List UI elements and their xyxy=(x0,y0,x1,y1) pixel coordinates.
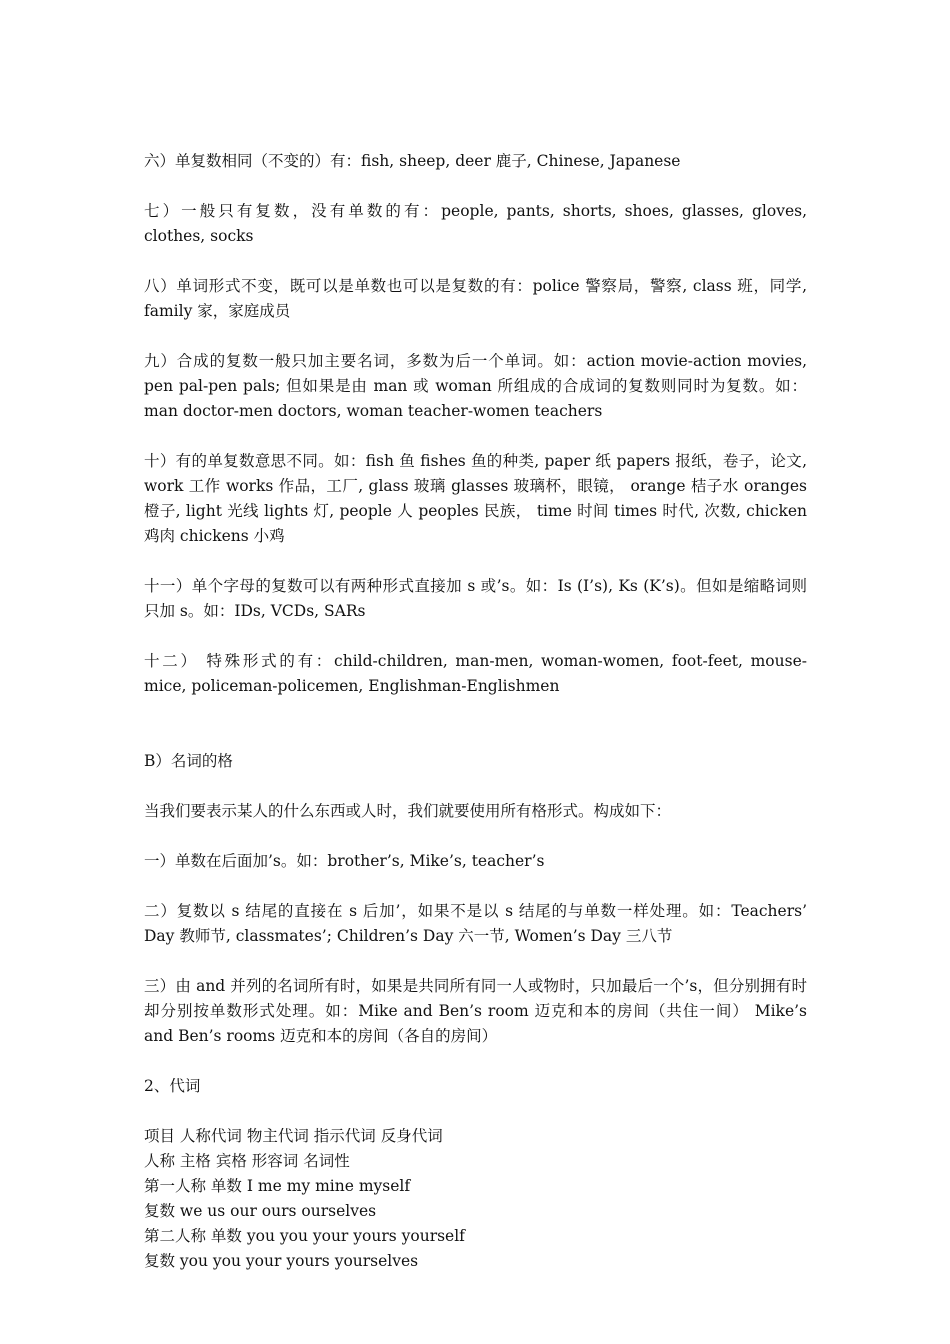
paragraph-rule-7: 七）一般只有复数，没有单数的有：people, pants, shorts, shoes, glasses, gloves, clothes, socks xyxy=(144,202,807,245)
pronoun-table-line: 复数 you you your yours yourselves xyxy=(144,1252,419,1270)
pronoun-table-line: 复数 we us our ours ourselves xyxy=(144,1202,377,1220)
paragraph-rule-11: 十一）单个字母的复数可以有两种形式直接加 s 或’s。如：Is (I’s), Ks (K’s)。但如是缩略词则只加 s。如：IDs, VCDs, SARs xyxy=(144,577,807,620)
paragraph-rule-10: 十）有的单复数意思不同。如：fish 鱼 fishes 鱼的种类, paper 纸 papers 报纸，卷子，论文, work 工作 works 作品，工厂, glass 玻璃 glasses 玻璃杯，眼镜， orange 桔子水 oranges 橙子, light 光线 lights 灯, people 人 peoples 民族， time 时间 times 时代, 次数, chicken 鸡肉 chickens 小鸡 xyxy=(144,452,807,545)
paragraph-rule-6: 六）单复数相同（不变的）有：fish, sheep, deer 鹿子, Chinese, Japanese xyxy=(144,152,681,170)
document-body xyxy=(144,149,807,1274)
section-heading-pronoun: 2、代词 xyxy=(144,1077,201,1095)
paragraph-rule-12: 十二） 特殊形式的有：child-children, man-men, woman-women, foot-feet, mouse-mice, policeman-policemen, Englishman-Englishmen xyxy=(144,652,807,695)
paragraph-possessive-2: 二）复数以 s 结尾的直接在 s 后加’，如果不是以 s 结尾的与单数一样处理。如：Teachers’ Day 教师节, classmates’; Children’s Day 六一节, Women’s Day 三八节 xyxy=(144,902,807,945)
section-heading-noun-case: B）名词的格 xyxy=(144,752,233,770)
paragraph-possessive-3: 三）由 and 并列的名词所有时，如果是共同所有同一人或物时，只加最后一个’s，但分别拥有时却分别按单数形式处理。如：Mike and Ben’s room 迈克和本的房间（共住一间） Mike’s and Ben’s rooms 迈克和本的房间（各自的房间） xyxy=(144,977,807,1045)
pronoun-table-line: 第一人称 单数 I me my mine myself xyxy=(144,1177,411,1195)
paragraph-possessive-intro: 当我们要表示某人的什么东西或人时，我们就要使用所有格形式。构成如下： xyxy=(144,802,672,820)
paragraph-possessive-1: 一）单数在后面加’s。如：brother’s, Mike’s, teacher’s xyxy=(144,852,545,870)
pronoun-table-line: 第二人称 单数 you you your yours yourself xyxy=(144,1227,465,1245)
paragraph-rule-9: 九）合成的复数一般只加主要名词，多数为后一个单词。如：action movie-action movies, pen pal-pen pals; 但如果是由 man 或 woman 所组成的合成词的复数则同时为复数。如： man doctor-men doctors, woman teacher-women teachers xyxy=(144,352,807,420)
pronoun-table-line: 人称 主格 宾格 形容词 名词性 xyxy=(144,1152,350,1170)
pronoun-table-text xyxy=(144,1124,807,1274)
paragraph-rule-8: 八）单词形式不变，既可以是单数也可以是复数的有：police 警察局，警察, class 班，同学, family 家，家庭成员 xyxy=(144,277,807,320)
pronoun-table-line: 项目 人称代词 物主代词 指示代词 反身代词 xyxy=(144,1127,443,1145)
